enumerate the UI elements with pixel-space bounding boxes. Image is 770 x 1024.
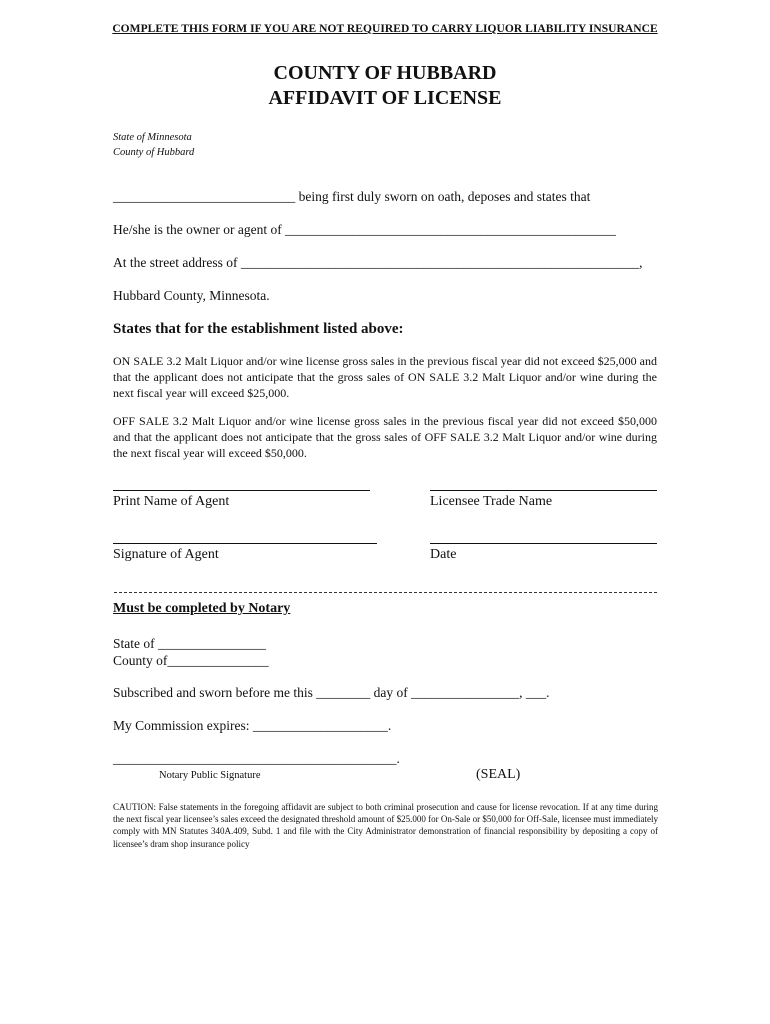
county-state-line: Hubbard County, Minnesota.	[113, 288, 270, 303]
section-divider	[114, 592, 657, 593]
date-line[interactable]	[430, 543, 657, 544]
notary-signature-line: __________________________________________.	[113, 751, 400, 766]
commission-expires-line: My Commission expires: ____________________.	[113, 718, 392, 733]
venue-county: County of Hubbard	[113, 147, 195, 158]
trade-name-line[interactable]	[430, 490, 657, 491]
print-name-line[interactable]	[113, 490, 370, 491]
signature-label: Signature of Agent	[113, 547, 219, 562]
street-address-line: At the street address of ___________________________________________________________,	[113, 255, 643, 270]
notary-signature-label: Notary Public Signature	[159, 770, 261, 781]
notary-county-line: County of_______________	[113, 653, 269, 668]
sworn-statement-line: ___________________________ being first duly sworn on oath, deposes and states that	[113, 189, 591, 204]
signature-line[interactable]	[113, 543, 377, 544]
date-label: Date	[430, 547, 457, 562]
off-sale-paragraph: OFF SALE 3.2 Malt Liquor and/or wine license gross sales in the previous fiscal year did not exceed $50,000 and that the applicant does not anticipate that the gross sales of OFF SALE 3.2 Malt Liquor and/or wine during the next fiscal year will exceed $50,000.	[113, 414, 657, 460]
seal-label: (SEAL)	[476, 767, 521, 782]
insurance-banner: COMPLETE THIS FORM IF YOU ARE NOT REQUIRED TO CARRY LIQUOR LIABILITY INSURANCE	[112, 23, 658, 35]
print-name-label: Print Name of Agent	[113, 494, 230, 509]
notary-state-line: State of ________________	[113, 636, 266, 651]
form-title-affidavit: AFFIDAVIT OF LICENSE	[268, 87, 502, 109]
trade-name-label: Licensee Trade Name	[430, 494, 553, 509]
owner-agent-line: He/she is the owner or agent of _________________________________________________	[113, 222, 616, 237]
caution-notice: CAUTION: False statements in the foregoing affidavit are subject to both criminal prosecution and cause for license revocation. If at any time during the next fiscal year licensee’s sales exceed the designated threshold amount of $25.000 for On-Sale or $50,000 for Off-Sale, licensee must immediately comply with MN Statutes 340A.409, Subd. 1 and file with the City Administrator demonstration of financial responsibility by depositing a copy of licensee’s dram shop insurance policy	[113, 802, 658, 849]
section-heading: States that for the establishment listed above:	[113, 321, 404, 337]
venue-state: State of Minnesota	[113, 132, 192, 143]
on-sale-paragraph: ON SALE 3.2 Malt Liquor and/or wine license gross sales in the previous fiscal year did not exceed $25,000 and that the applicant does not anticipate that the gross sales of ON SALE 3.2 Malt Liquor and/or wine during the next fiscal year will exceed $25,000.	[113, 354, 657, 400]
form-title-county: COUNTY OF HUBBARD	[273, 62, 497, 84]
notary-heading: Must be completed by Notary	[113, 601, 291, 616]
subscribed-sworn-line: Subscribed and sworn before me this ________ day of ________________, ___.	[113, 685, 550, 700]
